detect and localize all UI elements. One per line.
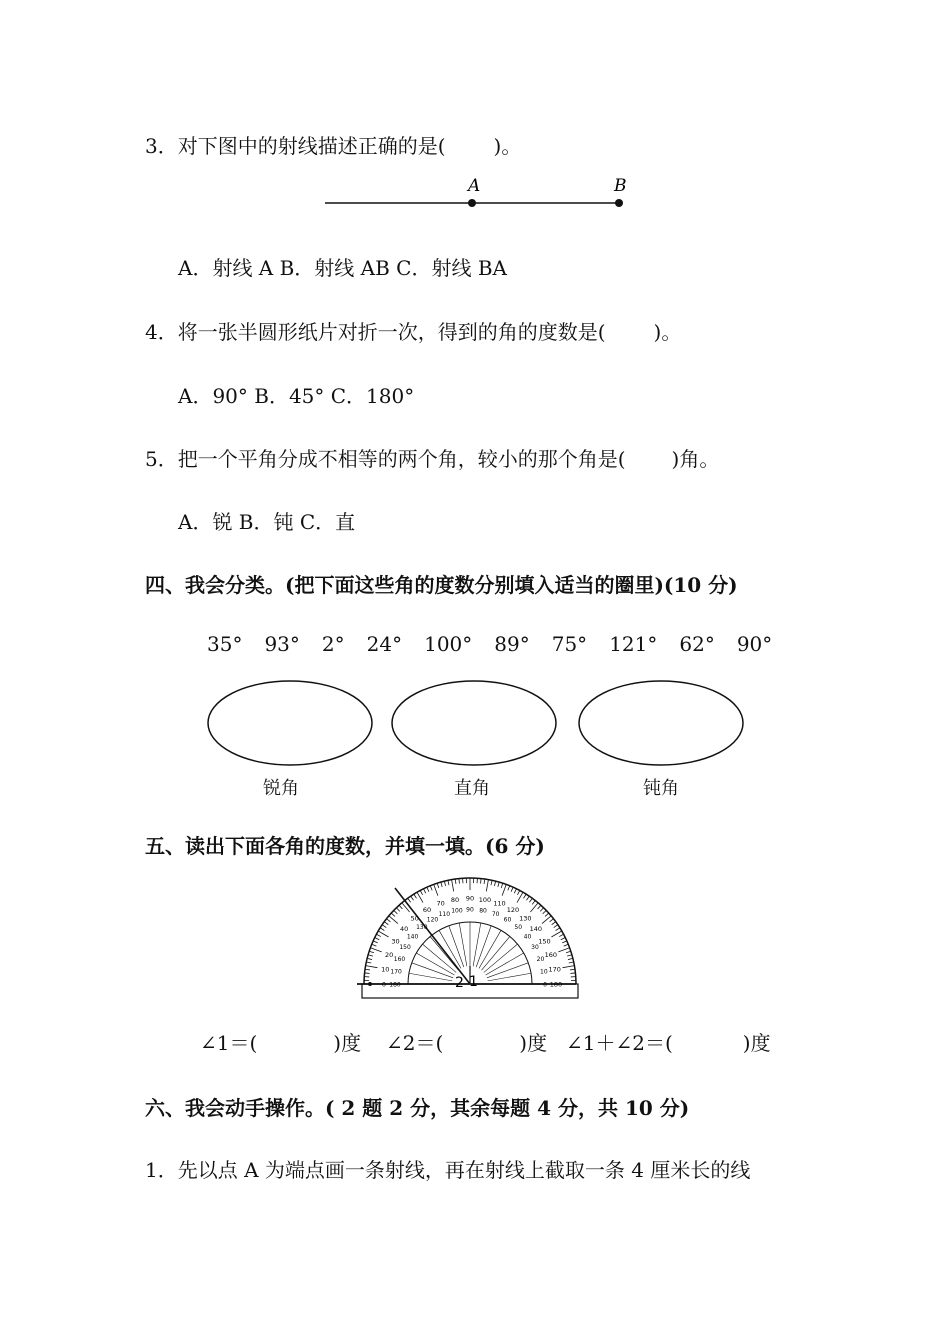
protractor-outer-number: 70 (436, 899, 445, 908)
baseline-dot (368, 982, 372, 986)
question-4-text: 将一张半圆形纸片对折一次，得到的角的度数是( (177, 320, 606, 344)
protractor-outer-number: 180 (549, 980, 563, 989)
protractor-tick (448, 880, 449, 885)
protractor-tick (558, 948, 569, 952)
protractor-tick (570, 969, 575, 970)
protractor-radial (473, 923, 481, 966)
degree-item: 93° (264, 632, 300, 656)
protractor-tick (526, 896, 529, 900)
protractor-tick (550, 919, 554, 922)
protractor-tick (376, 934, 380, 936)
protractor-outer-number: 0 (381, 980, 387, 989)
protractor-tick (452, 880, 454, 892)
degree-item: 121° (609, 632, 658, 656)
protractor-radial (482, 937, 510, 971)
protractor-tick (408, 898, 411, 902)
fill-angle-1-suffix: )度 (333, 1031, 362, 1055)
degree-item: 35° (207, 632, 243, 656)
protractor-tick (369, 951, 374, 953)
point-b-dot (615, 199, 623, 207)
protractor-inner-number: 20 (536, 955, 545, 963)
section-6-question-1: 1．先以点 A 为端点画一条射线，再在射线上截取一条 4 厘米长的线 (145, 1158, 751, 1182)
protractor-tick (567, 955, 572, 956)
protractor-inner-number: 170 (390, 968, 402, 976)
protractor-radial (423, 944, 457, 972)
protractor-tick (498, 882, 499, 887)
point-b-label: B (614, 176, 627, 196)
protractor-tick (556, 928, 560, 931)
protractor-tick (391, 913, 395, 916)
protractor-tick (529, 898, 532, 902)
protractor-tick (491, 880, 492, 885)
section-4-heading: 四、我会分类。(把下面这些角的度数分别填入适当的圈里)(10 分) (145, 573, 738, 597)
protractor-tick (367, 958, 372, 959)
fill-angle-sum-suffix: )度 (742, 1031, 771, 1055)
protractor-tick (459, 879, 460, 884)
protractor-outer-number: 90 (465, 894, 475, 903)
question-4 (145, 316, 681, 345)
protractor-inner-number: 10 (540, 968, 548, 976)
protractor-tick (380, 928, 384, 931)
protractor-inner-number: 140 (406, 933, 419, 941)
protractor-tick (399, 905, 402, 909)
protractor-tick (570, 973, 575, 974)
protractor-inner-number: 150 (399, 944, 411, 951)
protractor-radial (409, 973, 452, 981)
degree-item: 90° (736, 632, 773, 656)
protractor-inner-number: 70 (491, 911, 500, 919)
point-a-label: A (468, 176, 481, 196)
protractor-tick (562, 941, 567, 943)
protractor-tick (430, 886, 432, 891)
protractor-tick (382, 925, 386, 928)
protractor-tick (372, 944, 377, 946)
protractor-tick (365, 969, 370, 970)
protractor-radial (488, 973, 531, 981)
protractor-outer-number: 50 (410, 914, 419, 923)
question-5-close: )角。 (671, 447, 720, 471)
fill-angle-1 (200, 1027, 361, 1056)
fill-angle-sum-prefix: ∠1＋∠2＝( (566, 1031, 673, 1055)
degree-item: 75° (551, 632, 588, 656)
protractor-tick (384, 922, 388, 925)
protractor-tick (559, 934, 563, 936)
protractor-inner-number: 110 (438, 911, 451, 919)
protractor-tick (444, 881, 445, 886)
degree-list (207, 632, 794, 656)
protractor-tick (501, 883, 503, 888)
protractor-radial (430, 937, 458, 971)
protractor-inner-number: 40 (523, 933, 532, 941)
protractor-outer-number: 140 (529, 925, 543, 934)
protractor-radial (459, 923, 467, 966)
protractor-tick (538, 905, 541, 909)
question-5-options: A．锐 B．钝 C．直 (178, 510, 356, 534)
section-5-heading: 五、读出下面各角的度数，并填一填。(6 分) (145, 834, 545, 858)
protractor-tick (517, 890, 519, 894)
degree-item: 24° (366, 632, 403, 656)
protractor-tick (486, 880, 488, 892)
protractor-inner-number: 30 (531, 944, 539, 951)
fill-angle-sum (566, 1027, 771, 1056)
acute-angle-label: 锐角 (263, 778, 299, 799)
protractor-tick (532, 900, 535, 904)
protractor-tick (441, 882, 442, 887)
protractor-tick (366, 962, 371, 963)
protractor-tick (543, 910, 547, 913)
protractor-outer-number: 10 (381, 965, 390, 974)
protractor-tick (396, 908, 399, 912)
protractor-radial (484, 944, 518, 972)
obtuse-oval (579, 681, 743, 765)
protractor-tick (411, 896, 414, 900)
degree-item: 2° (321, 632, 345, 656)
question-3-close: )。 (493, 134, 522, 158)
protractor-inner-number: 180 (389, 981, 401, 989)
protractor-outer-number: 20 (385, 951, 394, 960)
protractor-tick (494, 881, 495, 886)
protractor-outer-number: 150 (538, 937, 551, 946)
fill-angle-1-prefix: ∠1＝( (200, 1031, 258, 1055)
fill-angle-2-suffix: )度 (519, 1031, 548, 1055)
protractor-tick (424, 889, 426, 893)
protractor-tick (564, 944, 569, 946)
protractor-tick (502, 884, 506, 895)
protractor-figure (355, 874, 585, 1002)
question-4-close: )。 (653, 320, 682, 344)
question-3 (145, 130, 521, 159)
protractor-tick (455, 879, 456, 884)
protractor-outer-number: 80 (450, 895, 460, 904)
protractor-tick (365, 973, 370, 974)
protractor-tick (566, 951, 571, 953)
obtuse-angle-label: 钝角 (643, 778, 679, 799)
section-6-heading: 六、我会动手操作。( 2 题 2 分，其余每题 4 分，共 10 分) (145, 1096, 690, 1120)
protractor-outer-number: 130 (519, 914, 532, 923)
angle-2-label: 2 (455, 975, 464, 991)
degree-item: 100° (424, 632, 473, 656)
classification-ovals (200, 675, 760, 775)
protractor-outer-number: 40 (399, 925, 409, 934)
protractor-outer-number: 170 (548, 965, 561, 974)
question-4-number: 4． (145, 320, 178, 344)
protractor-inner-number: 90 (466, 906, 474, 914)
protractor-tick (389, 916, 398, 924)
protractor-inner-number: 160 (393, 955, 406, 963)
protractor-tick (545, 913, 549, 916)
right-angle-label: 直角 (454, 778, 490, 799)
protractor-inner-number: 50 (514, 924, 523, 932)
protractor-inner-number: 60 (503, 916, 512, 924)
protractor-tick (524, 894, 527, 898)
point-a-dot (468, 199, 476, 207)
protractor-tick (368, 955, 373, 956)
protractor-outer-number: 120 (506, 906, 520, 915)
protractor-tick (437, 883, 439, 888)
protractor-tick (427, 887, 429, 892)
protractor-tick (568, 958, 573, 959)
protractor-tick (373, 941, 378, 943)
question-5 (145, 443, 719, 472)
ray-figure (320, 175, 650, 225)
question-4-options: A．90° B．45° C．180° (178, 384, 415, 408)
protractor-tick (563, 966, 575, 968)
degree-item: 62° (679, 632, 715, 656)
protractor-tick (414, 894, 417, 898)
protractor-tick (542, 916, 551, 924)
protractor-tick (530, 903, 538, 912)
protractor-tick (561, 938, 565, 940)
protractor-inner-number: 130 (416, 924, 428, 932)
degree-item: 89° (494, 632, 530, 656)
protractor-tick (540, 908, 543, 912)
fill-angle-2 (386, 1027, 547, 1056)
protractor-tick (394, 910, 398, 913)
protractor-tick (366, 966, 378, 968)
protractor-tick (420, 890, 422, 894)
protractor-outer-number: 60 (422, 906, 432, 915)
protractor-outer-number: 30 (391, 937, 400, 946)
protractor-inner-number: 120 (426, 916, 439, 924)
protractor-tick (514, 889, 516, 893)
protractor-tick (386, 919, 390, 922)
protractor-outer-number: 100 (478, 895, 492, 904)
protractor-tick (370, 948, 381, 952)
question-3-text: 对下图中的射线描述正确的是( (177, 134, 446, 158)
protractor-inner-number: 80 (479, 907, 487, 915)
protractor-tick (484, 879, 485, 884)
protractor-tick (569, 962, 574, 963)
protractor-tick (434, 884, 438, 895)
protractor-outer-number: 110 (493, 899, 506, 908)
question-3-number: 3． (145, 134, 178, 158)
question-5-text: 把一个平角分成不相等的两个角，较小的那个角是( (177, 447, 626, 471)
protractor-tick (481, 879, 482, 884)
protractor-tick (508, 886, 510, 891)
protractor-tick (375, 938, 379, 940)
protractor-inner-number: 100 (451, 907, 463, 915)
angle-1-label: 1 (469, 974, 478, 990)
protractor-tick (554, 925, 558, 928)
protractor-tick (552, 922, 556, 925)
question-5-number: 5． (145, 447, 178, 471)
acute-oval (208, 681, 372, 765)
protractor-tick (511, 887, 513, 892)
question-3-options: A．射线 A B．射线 AB C．射线 BA (178, 256, 507, 280)
protractor-outer-number: 160 (544, 951, 558, 960)
protractor-inner-number: 0 (543, 981, 547, 989)
fill-angle-2-prefix: ∠2＝( (386, 1031, 444, 1055)
right-oval (392, 681, 556, 765)
